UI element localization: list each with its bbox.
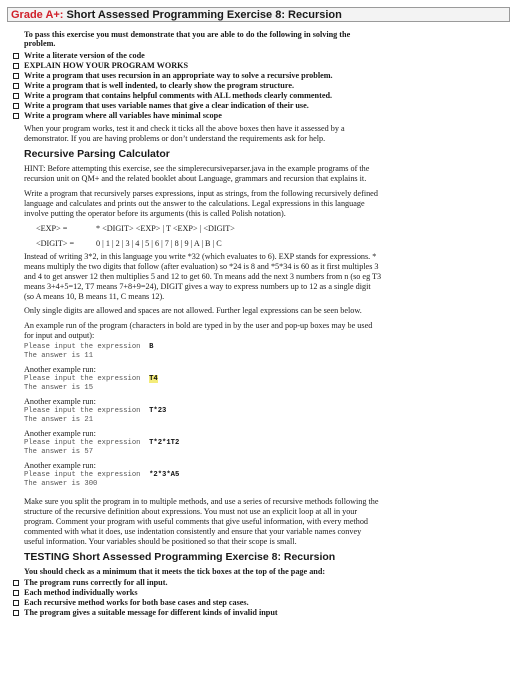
user-input: T*2*1T2 <box>149 439 180 447</box>
testing-lead: You should check as a minimum that it meets the tick boxes at the top of the page and: <box>24 567 326 576</box>
run-answer-line: The answer is 300 <box>24 480 98 488</box>
exercise-header <box>7 7 510 22</box>
paragraph-line: Write a program that recursively parses expressions, input as strings, from the following recursively defined <box>24 189 378 198</box>
checkbox-icon <box>13 103 19 109</box>
intro-note-line: demonstrator. If you are having problems or don’t understand the requirements ask for help. <box>24 134 326 143</box>
testing-checklist-item: The program gives a suitable message for different kinds of invalid input <box>24 608 278 617</box>
prompt-text: Please input the expression <box>24 375 141 383</box>
checkbox-icon <box>13 590 19 596</box>
grade-label: Grade A+: <box>11 9 64 21</box>
checkbox-icon <box>13 83 19 89</box>
user-input: *2*3*A5 <box>149 471 180 479</box>
paragraph-line: Instead of writing 3*2, in this language you write *32 (which evaluates to 6). EXP stands for expressions. * <box>24 252 377 261</box>
paragraph-line: means 3+4+5=12, T7 means 7+8+9=24), DIGIT gives a way to express numbers up to 12 as a single digit <box>24 282 371 291</box>
testing-checklist-item: The program runs correctly for all input. <box>24 578 168 587</box>
run-answer-line: The answer is 11 <box>24 352 94 360</box>
run-prompt-line <box>24 343 153 352</box>
checklist-item: Write a literate version of the code <box>24 51 145 60</box>
paragraph-line: (so A means 10, B means 11, C means 12). <box>24 292 165 301</box>
checkbox-icon <box>13 63 19 69</box>
run-prompt-line <box>24 439 179 448</box>
testing-checklist-item: Each recursive method works for both base cases and step cases. <box>24 598 249 607</box>
another-run-label: Another example run: <box>24 429 96 438</box>
exercise-title: Short Assessed Programming Exercise 8: Recursion <box>66 9 342 21</box>
testing-heading: TESTING Short Assessed Programming Exercise 8: Recursion <box>24 551 336 563</box>
checkbox-icon <box>13 610 19 616</box>
prompt-text: Please input the expression <box>24 343 141 351</box>
run-prompt-line <box>24 407 166 416</box>
checkbox-icon <box>13 600 19 606</box>
paragraph-line: and 4 to get answer 12 then multiplies 5 and 12 to get 60. Tn means add the next 3 numbers from n (so eg T3 <box>24 272 382 281</box>
paragraph-line: Make sure you split the program in to multiple methods, and use a series of recursive methods following the <box>24 497 379 506</box>
paragraph-line: commented with what it does, use indentation consistently and ensure that your variable names convey <box>24 527 362 536</box>
hint-line: recursion unit on QM+ and the related booklet about Language, grammars and recursion that explains it. <box>24 174 367 183</box>
checklist-item: Write a program that is well indented, to clearly show the program structure. <box>24 81 295 90</box>
paragraph-line: program. Comment your program with useful comments that give useful information, with every method <box>24 517 369 526</box>
section-heading: Recursive Parsing Calculator <box>24 148 170 160</box>
paragraph-line: useful information. Your variables should be positioned so that their scope is small. <box>24 537 297 546</box>
checkbox-icon <box>13 93 19 99</box>
intro-note-line: When your program works, test it and check it ticks all the above boxes then have it assessed by a <box>24 124 345 133</box>
grammar-digit-lhs: <DIGIT> = <box>36 239 75 248</box>
checklist-item: Write a program where all variables have minimal scope <box>24 111 222 120</box>
another-run-label: Another example run: <box>24 365 96 374</box>
run-answer-line: The answer is 21 <box>24 416 94 424</box>
checkbox-icon <box>13 580 19 586</box>
paragraph-line: for input and output): <box>24 331 95 340</box>
run-prompt-line <box>24 471 179 480</box>
another-run-label: Another example run: <box>24 397 96 406</box>
prompt-text: Please input the expression <box>24 439 141 447</box>
run-answer-line: The answer is 57 <box>24 448 94 456</box>
grammar-digit-rhs: 0 | 1 | 2 | 3 | 4 | 5 | 6 | 7 | 8 | 9 | A | B | C <box>96 239 222 248</box>
paragraph-line: language and calculates and prints out the answer to the calculations. Legal expressions in this language <box>24 199 365 208</box>
checklist-item: Write a program that uses variable names that give a clear indication of their use. <box>24 101 309 110</box>
user-input: B <box>149 343 154 351</box>
run-prompt-line <box>24 375 158 384</box>
hint-line: HINT: Before attempting this exercise, see the simplerecursiveparser.java in the example programs of the <box>24 164 370 173</box>
grammar-exp-rhs: * <DIGIT> <EXP> | T <EXP> | <DIGIT> <box>96 224 235 233</box>
user-input: T*23 <box>149 407 167 415</box>
paragraph-line: An example run of the program (characters in bold are typed in by the user and pop-up boxes may be used <box>24 321 373 330</box>
paragraph-line: Only single digits are allowed and spaces are not allowed. Further legal expressions can be seen below. <box>24 306 362 315</box>
checkbox-icon <box>13 73 19 79</box>
paragraph-line: involve putting the operator before its arguments (this is called Polish notation). <box>24 209 286 218</box>
testing-checklist-item: Each method individually works <box>24 588 138 597</box>
checkbox-icon <box>13 53 19 59</box>
checklist-item: Write a program that uses recursion in an appropriate way to solve a recursive problem. <box>24 71 333 80</box>
checklist-item: Write a program that contains helpful comments with ALL methods clearly commented. <box>24 91 333 100</box>
intro-lead-line: To pass this exercise you must demonstrate that you are able to do the following in solving the <box>24 30 351 39</box>
grammar-exp-lhs: <EXP> = <box>36 224 68 233</box>
another-run-label: Another example run: <box>24 461 96 470</box>
checkbox-icon <box>13 113 19 119</box>
prompt-text: Please input the expression <box>24 471 141 479</box>
intro-lead-line: problem. <box>24 39 56 48</box>
paragraph-line: means multiply the two digits that follow (after evaluation) so *24 is 8 and *5*34 is 60 as it first multiples 3 <box>24 262 379 271</box>
user-input: T4 <box>149 375 158 383</box>
prompt-text: Please input the expression <box>24 407 141 415</box>
run-answer-line: The answer is 15 <box>24 384 94 392</box>
paragraph-line: structure of the recursive definition about expressions. You must not use an explicit loop at all in your <box>24 507 358 516</box>
checklist-item: EXPLAIN HOW YOUR PROGRAM WORKS <box>24 61 189 70</box>
